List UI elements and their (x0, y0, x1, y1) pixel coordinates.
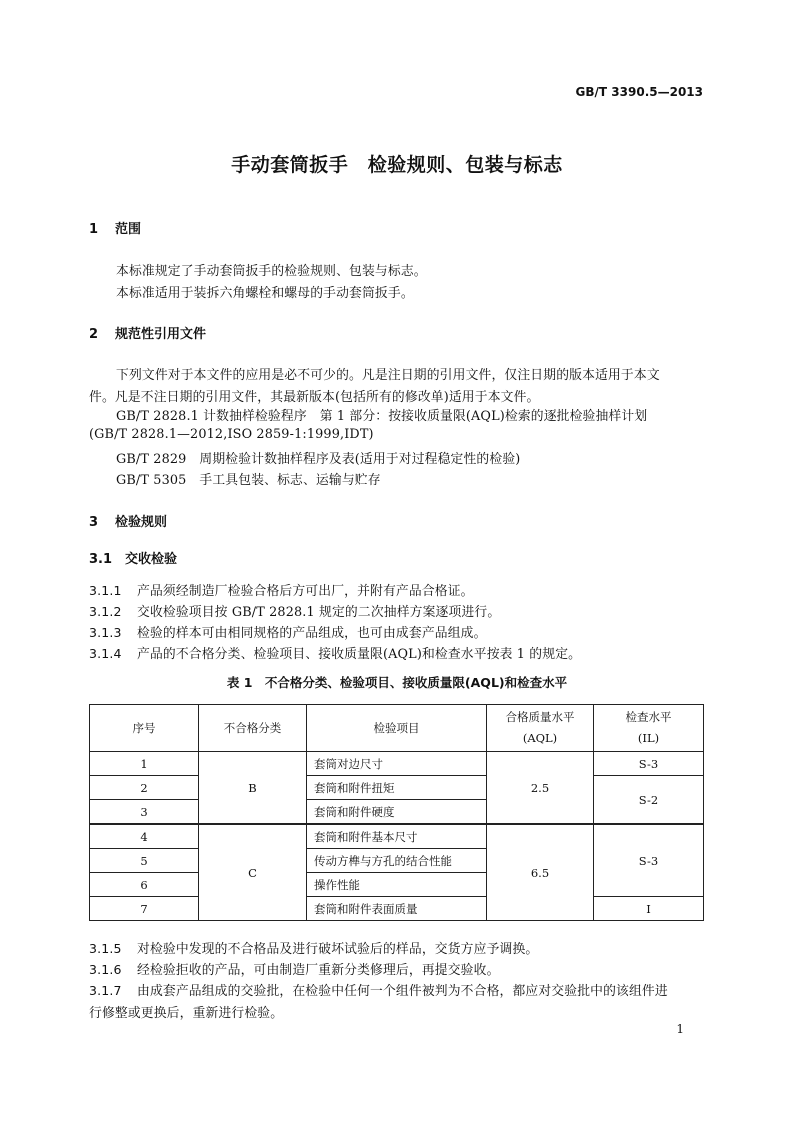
section-2-heading (89, 323, 206, 342)
header-aql (487, 705, 594, 752)
clause-text: 由成套产品组成的交验批，在检验中任何一个组件被判为不合格，都应对交验批中的该组件进 (137, 984, 668, 999)
clause-number: 3.1.1 (89, 583, 122, 598)
row-seq: 2 (90, 776, 199, 800)
row-seq: 5 (90, 849, 199, 873)
class-b-cell: B (199, 752, 307, 825)
document-title: 手动套筒扳手 检验规则、包装与标志 (231, 154, 563, 176)
clause-3-1-4 (89, 643, 581, 662)
section-number: 2 (89, 327, 99, 342)
reference-1-line-1: GB/T 2828.1 计数抽样检验程序 第 1 部分：按接收质量限(AQL)检索的逐批检验抽样计划 (116, 409, 648, 424)
header-seq: 序号 (90, 705, 199, 752)
reference-3: GB/T 5305 手工具包装、标志、运输与贮存 (116, 473, 381, 488)
il-cell: S-2 (594, 776, 704, 825)
section-3-heading (89, 511, 167, 530)
row-seq: 6 (90, 873, 199, 897)
table-row (90, 897, 704, 921)
header-class: 不合格分类 (199, 705, 307, 752)
clause-text: 对检验中发现的不合格品及进行破坏试验后的样品，交货方应予调换。 (137, 942, 539, 957)
scope-paragraph-1: 本标准规定了手动套筒扳手的检验规则、包装与标志。 (116, 264, 427, 279)
normative-intro-line-1: 下列文件对于本文件的应用是必不可少的。凡是注日期的引用文件，仅注日期的版本适用于本文 (116, 368, 660, 383)
clause-text: 经检验拒收的产品，可由制造厂重新分类修理后，再提交验收。 (137, 963, 500, 978)
row-item: 套筒和附件表面质量 (307, 897, 487, 921)
scope-paragraph-2: 本标准适用于装拆六角螺栓和螺母的手动套筒扳手。 (116, 286, 414, 301)
table-header-row (90, 705, 704, 752)
row-item: 套筒和附件扭矩 (307, 776, 487, 800)
clause-number: 3.1.5 (89, 941, 122, 956)
il-cell: S-3 (594, 824, 704, 897)
row-item: 操作性能 (307, 873, 487, 897)
reference-1-line-2: (GB/T 2828.1—2012,ISO 2859-1:1999,IDT) (89, 427, 374, 442)
clause-3-1-7-continuation: 行修整或更换后，重新进行检验。 (89, 1006, 284, 1021)
reference-2: GB/T 2829 周期检验计数抽样程序及表(适用于对过程稳定性的检验) (116, 452, 521, 467)
aql-b-cell: 2.5 (487, 752, 594, 825)
clause-number: 3.1.7 (89, 983, 122, 998)
row-seq: 3 (90, 800, 199, 825)
row-seq: 7 (90, 897, 199, 921)
header-item: 检验项目 (307, 705, 487, 752)
aql-c-cell: 6.5 (487, 824, 594, 921)
clause-text: 产品须经制造厂检验合格后方可出厂，并附有产品合格证。 (137, 584, 474, 599)
row-item: 套筒和附件硬度 (307, 800, 487, 825)
il-cell: I (594, 897, 704, 921)
section-1-heading (89, 218, 141, 237)
page-number: 1 (676, 1022, 684, 1036)
clause-3-1-3 (89, 622, 487, 641)
clause-text: 检验的样本可由相同规格的产品组成，也可由成套产品组成。 (137, 626, 487, 641)
clause-number: 3.1.3 (89, 625, 122, 640)
header-il-line-2: (IL) (637, 731, 660, 745)
subsection-title: 交收检验 (125, 552, 178, 567)
clause-number: 3.1.2 (89, 604, 122, 619)
clause-text: 交收检验项目按 GB/T 2828.1 规定的二次抽样方案逐项进行。 (137, 605, 501, 620)
subsection-number: 3.1 (89, 552, 113, 567)
normative-intro-line-2: 件。凡是不注日期的引用文件，其最新版本(包括所有的修改单)适用于本文件。 (89, 390, 540, 405)
clause-3-1-2 (89, 601, 500, 620)
standard-number: GB/T 3390.5—2013 (575, 85, 703, 99)
header-aql-line-1: 合格质量水平 (505, 710, 575, 724)
section-title: 范围 (115, 222, 142, 237)
row-seq: 1 (90, 752, 199, 776)
class-c-cell: C (199, 824, 307, 921)
section-number: 3 (89, 515, 99, 530)
il-cell: S-3 (594, 752, 704, 776)
row-item: 传动方榫与方孔的结合性能 (307, 849, 487, 873)
header-aql-line-2: (AQL) (522, 731, 558, 745)
table-row (90, 776, 704, 800)
row-item: 套筒对边尺寸 (307, 752, 487, 776)
header-il-line-1: 检查水平 (625, 710, 672, 724)
subsection-3-1-heading (89, 548, 177, 567)
inspection-table (89, 704, 704, 921)
header-il (594, 705, 704, 752)
clause-3-1-6 (89, 959, 500, 978)
row-seq: 4 (90, 824, 199, 849)
section-number: 1 (89, 222, 99, 237)
section-title: 检验规则 (115, 515, 168, 530)
clause-3-1-1 (89, 580, 474, 599)
table-row (90, 824, 704, 849)
clause-number: 3.1.4 (89, 646, 122, 661)
row-item: 套筒和附件基本尺寸 (307, 824, 487, 849)
table-row (90, 752, 704, 776)
clause-3-1-5 (89, 938, 538, 957)
clause-3-1-7 (89, 980, 668, 999)
table-caption: 表 1 不合格分类、检验项目、接收质量限(AQL)和检查水平 (226, 675, 568, 690)
clause-text: 产品的不合格分类、检验项目、接收质量限(AQL)和检查水平按表 1 的规定。 (137, 647, 582, 662)
section-title: 规范性引用文件 (115, 327, 207, 342)
clause-number: 3.1.6 (89, 962, 122, 977)
